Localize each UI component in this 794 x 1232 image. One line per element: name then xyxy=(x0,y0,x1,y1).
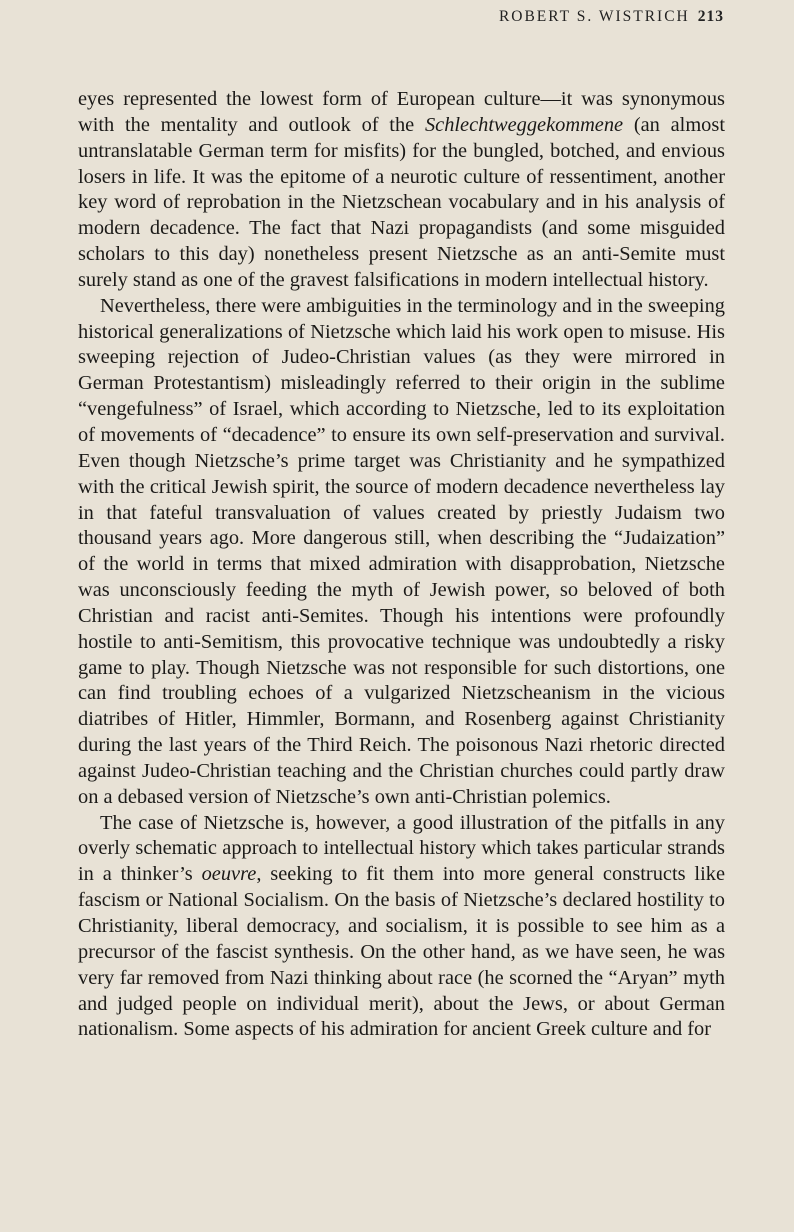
paragraph xyxy=(78,811,725,1044)
text-run: , seeking to fit them into more general constructs like fascism or National Socialism. On the basis of Nietzsche’s declared hostility to Christianity, liberal democracy, and socialism, it is possible to see him as a precursor of the fascist synthesis. On the other hand, as we have seen, he was very far removed from Nazi thinking about race (he scorned the “Aryan” myth and judged people on individual merit), about the Jews, or about German nationalism. Some aspects of his admiration for ancient Greek culture and for xyxy=(78,863,725,1041)
page-number: 213 xyxy=(697,8,724,25)
italic-term: oeuvre xyxy=(201,863,257,886)
paragraph xyxy=(78,294,725,811)
text-run: The case of Nietzsche is, however, a good illustration of the pitfalls in any overly schematic approach to intellectual history which takes particular strands in a thinker’s xyxy=(78,811,725,886)
running-head xyxy=(499,8,724,26)
body-text xyxy=(78,87,725,1043)
text-run: (an almost untranslatable German term for misfits) for the bungled, botched, and envious losers in life. It was the epitome of a neurotic culture of ressentiment, another key word of reprobation in the Nietzschean vocabulary and in his analysis of modern decadence. The fact that Nazi propagandists (and some misguided scholars to this day) nonetheless present Nietzsche as an anti-Semite must surely stand as one of the gravest falsifications in modern intellectual history. xyxy=(78,113,725,291)
paragraph xyxy=(78,87,725,294)
italic-term: Schlechtweggekommene xyxy=(424,113,624,136)
text-run: Nevertheless, there were ambiguities in the terminology and in the sweeping historical generalizations of Nietzsche which laid his work open to misuse. His sweeping rejection of Judeo-Christian values (as they were mirrored in German Protestantism) misleadingly referred to their origin in the sublime “vengefulness” of Israel, which according to Nietzsche, led to its exploitation of movements of “decadence” to ensure its own self-preservation and survival. Even though Nietzsche’s prime target was Christianity and he sympathized with the critical Jewish spirit, the source of modern decadence nevertheless lay in that fateful transvaluation of values created by priestly Judaism two thousand years ago. More dangerous still, when describing the “Judaization” of the world in terms that mixed admiration with disapprobation, Nietzsche was unconsciously feeding the myth of Jewish power, so beloved of both Christian and racist anti-Semites. Though his intentions were profoundly hostile to anti-Semitism, this provocative technique was undoubtedly a risky game to play. Though Nietzsche was not responsible for such distortions, one can find troubling echoes of a vulgarized Nietzscheanism in the vicious diatribes of Hitler, Himmler, Bormann, and Rosenberg against Christianity during the last years of the Third Reich. The poisonous Nazi rhetoric directed against Judeo-Christian teaching and the Christian churches could partly draw on a debased version of Nietzsche’s own anti-Christian polemics. xyxy=(78,294,725,808)
text-run: eyes represented the lowest form of European culture—it was synonymous with the mentality and outlook of the xyxy=(78,88,725,136)
running-head-author: ROBERT S. WISTRICH xyxy=(498,8,690,25)
